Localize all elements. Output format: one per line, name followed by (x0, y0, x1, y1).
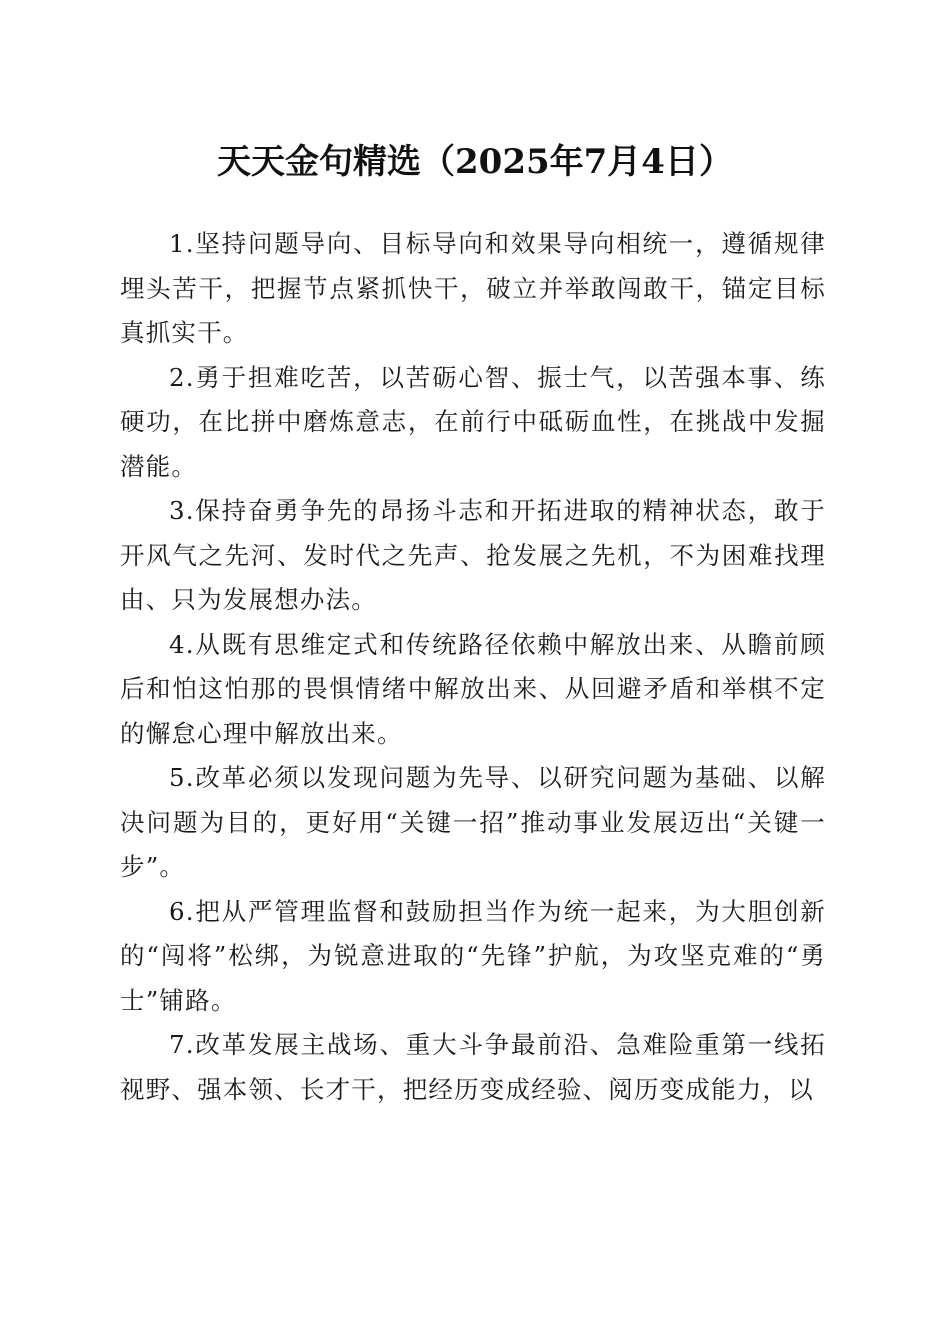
paragraph-6: 6.把从严管理监督和鼓励担当作为统一起来，为大胆创新的“闯将”松绑，为锐意进取的“先锋”护航，为攻坚克难的“勇士”铺路。 (120, 896, 826, 1015)
paragraph-3: 3.保持奋勇争先的昂扬斗志和开拓进取的精神状态，敢于开风气之先河、发时代之先声、抢发展之先机，不为困难找理由、只为发展想办法。 (120, 496, 826, 614)
paragraph-7: 7.改革发展主战场、重大斗争最前沿、急难险重第一线拓视野、强本领、长才干，把经历变成经验、阅历变成能力，以 (120, 1030, 826, 1104)
paragraph-2: 2.勇于担难吃苦，以苦砺心智、振士气，以苦强本事、练硬功，在比拼中磨炼意志，在前行中砥砺血性，在挑战中发掘潜能。 (120, 362, 826, 481)
paragraph-5: 5.改革必须以发现问题为先导、以研究问题为基础、以解决问题为目的，更好用“关键一招”推动事业发展迈出“关键一步”。 (120, 763, 826, 881)
document-body (120, 222, 826, 1112)
paragraph-4: 4.从既有思维定式和传统路径依赖中解放出来、从瞻前顾后和怕这怕那的畏惧情绪中解放出来、从回避矛盾和举棋不定的懈怠心理中解放出来。 (120, 629, 826, 748)
paragraph-1: 1.坚持问题导向、目标导向和效果导向相统一，遵循规律埋头苦干，把握节点紧抓快干，破立并举敢闯敢干，锚定目标真抓实干。 (120, 229, 826, 347)
page-title: 天天金句精选（2025年7月4日） (217, 142, 733, 182)
